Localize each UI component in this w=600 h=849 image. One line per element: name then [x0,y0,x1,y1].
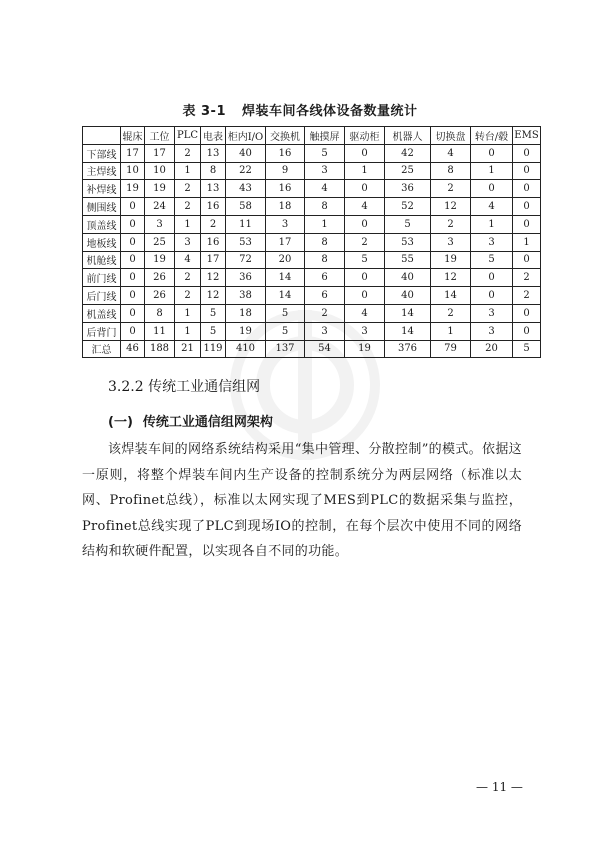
table-cell: 2 [201,215,226,233]
table-cell: 0 [345,215,385,233]
table-cell: 0 [513,322,541,340]
table-cell: 72 [226,251,266,269]
table-cell: 3 [305,322,345,340]
table-cell: 12 [201,287,226,305]
table-cell: 18 [226,304,266,322]
table-cell: 0 [471,287,513,305]
table-cell: 0 [121,198,145,216]
table-cell: 52 [385,198,431,216]
column-header: 机器人 [385,127,431,145]
table-cell: 6 [305,287,345,305]
table-cell: 2 [431,180,471,198]
table-cell: 12 [201,269,226,287]
table-cell: 0 [513,215,541,233]
table-cell: 17 [266,233,305,251]
column-header: 工位 [145,127,175,145]
table-cell: 19 [431,251,471,269]
table-cell: 0 [345,287,385,305]
table-cell: 1 [513,233,541,251]
table-cell: 21 [175,340,201,358]
table-cell: 376 [385,340,431,358]
table-row [83,269,541,287]
table-cell: 2 [513,269,541,287]
table-cell: 2 [175,198,201,216]
table-cell: 137 [266,340,305,358]
table-cell: 53 [385,233,431,251]
table-cell: 40 [226,144,266,162]
table-cell: 3 [345,322,385,340]
column-header: 柜内I/O [226,127,266,145]
table-cell: 0 [513,162,541,180]
table-cell: 0 [121,233,145,251]
subsection-heading [108,411,273,430]
table-cell: 1 [175,322,201,340]
table-cell: 0 [345,144,385,162]
table-cell: 25 [385,162,431,180]
table-cell: 4 [471,198,513,216]
table-cell: 3 [305,162,345,180]
table-cell: 5 [385,215,431,233]
table-title: 焊装车间各线体设备数量统计 [242,104,418,119]
table-cell: 0 [121,304,145,322]
table-cell: 3 [471,304,513,322]
table-cell: 1 [175,304,201,322]
table-cell: 1 [175,215,201,233]
table-cell: 4 [345,304,385,322]
table-cell: 4 [345,198,385,216]
table-cell: 6 [305,269,345,287]
table-cell: 8 [201,162,226,180]
table-cell: 0 [471,180,513,198]
table-row [83,215,541,233]
subsection-marker: (一) [108,415,133,430]
table-cell: 53 [226,233,266,251]
table-cell: 2 [175,180,201,198]
table-cell: 1 [471,162,513,180]
column-header: 转台/毂 [471,127,513,145]
table-cell: 55 [385,251,431,269]
table-cell: 3 [175,233,201,251]
table-cell: 18 [266,198,305,216]
table-cell: 0 [513,251,541,269]
table-cell: 25 [145,233,175,251]
table-cell: 17 [201,251,226,269]
table-cell: 16 [266,144,305,162]
table-cell: 19 [345,340,385,358]
row-label-cell: 后门线 [83,287,121,305]
table-row [83,287,541,305]
table-cell: 0 [513,304,541,322]
column-header: 切换盘 [431,127,471,145]
table-cell: 26 [145,287,175,305]
table-cell: 14 [385,322,431,340]
row-label-cell: 机舱线 [83,251,121,269]
table-row [83,340,541,358]
table-cell: 14 [431,287,471,305]
table-cell: 12 [431,269,471,287]
table-cell: 10 [145,162,175,180]
table-cell: 26 [145,269,175,287]
table-cell: 0 [121,322,145,340]
row-label-cell: 后背门 [83,322,121,340]
column-header: EMS [513,127,541,145]
table-cell: 0 [121,269,145,287]
table-cell: 0 [513,180,541,198]
table-cell: 0 [513,144,541,162]
table-cell: 13 [201,144,226,162]
table-row [83,251,541,269]
table-cell: 20 [471,340,513,358]
row-label-cell: 汇总 [83,340,121,358]
table-cell: 54 [305,340,345,358]
table-cell: 14 [266,287,305,305]
table-cell: 0 [121,287,145,305]
table-row [83,180,541,198]
table-header-row [83,127,541,145]
table-cell: 58 [226,198,266,216]
table-cell: 8 [305,198,345,216]
table-cell: 2 [305,304,345,322]
table-row [83,304,541,322]
section-heading: 3.2.2 传统工业通信组网 [108,379,261,395]
table-cell: 8 [305,251,345,269]
row-label-cell: 机盖线 [83,304,121,322]
table-cell: 3 [471,322,513,340]
table-cell: 3 [471,233,513,251]
table-cell: 0 [513,198,541,216]
row-label-cell: 顶盖线 [83,215,121,233]
table-cell: 410 [226,340,266,358]
body-paragraph: 该焊装车间的网络系统结构采用“集中管理、分散控制”的模式。依据这一原则，将整个焊装车间内生产设备的控制系统分为两层网络（标准以太网、Profinet总线），标准以太网实现了MES到PLC的数据采集与监控，Profinet总线实现了PLC到现场IO的控制，在每个层次中使用不同的网络结构和软硬件配置，以实现各自不同的功能。 [82,442,522,559]
table-row [83,198,541,216]
table-cell: 4 [175,251,201,269]
table-cell: 16 [201,233,226,251]
table-cell: 5 [471,251,513,269]
table-cell: 14 [266,269,305,287]
table-cell: 1 [345,162,385,180]
table-cell: 2 [431,215,471,233]
table-row [83,144,541,162]
row-label-cell: 前门线 [83,269,121,287]
table-cell: 43 [226,180,266,198]
table-cell: 3 [266,215,305,233]
table-cell: 119 [201,340,226,358]
table-cell: 4 [431,144,471,162]
table-cell: 19 [121,180,145,198]
table-cell: 19 [226,322,266,340]
subsection-title: 传统工业通信组网架构 [142,415,273,430]
row-label-cell: 主焊线 [83,162,121,180]
column-header: PLC [175,127,201,145]
table-cell: 1 [175,162,201,180]
table-cell: 11 [145,322,175,340]
column-header: 驱动柜 [345,127,385,145]
table-cell: 13 [201,180,226,198]
table-cell: 24 [145,198,175,216]
table-cell: 16 [266,180,305,198]
table-cell: 5 [201,304,226,322]
table-cell: 188 [145,340,175,358]
row-label-cell: 下部线 [83,144,121,162]
table-cell: 16 [201,198,226,216]
table-cell: 3 [431,233,471,251]
table-row [83,322,541,340]
table-cell: 8 [431,162,471,180]
table-row [83,233,541,251]
table-cell: 42 [385,144,431,162]
table-cell: 0 [345,180,385,198]
table-cell: 2 [175,144,201,162]
table-cell: 40 [385,269,431,287]
table-cell: 8 [145,304,175,322]
table-cell: 20 [266,251,305,269]
table-cell: 5 [513,340,541,358]
table-cell: 0 [471,269,513,287]
table-cell: 36 [226,269,266,287]
table-cell: 40 [385,287,431,305]
table-cell: 38 [226,287,266,305]
column-header: 电表 [201,127,226,145]
table-cell: 2 [175,287,201,305]
table-cell: 22 [226,162,266,180]
table-cell: 3 [145,215,175,233]
column-header: 交换机 [266,127,305,145]
column-header: 辊床 [121,127,145,145]
page-number: — 11 — [476,780,523,794]
table-caption [0,100,600,119]
table-number: 表 3-1 [182,104,226,119]
table-cell: 2 [345,233,385,251]
equipment-table [82,126,541,358]
row-label-cell: 侧围线 [83,198,121,216]
table-cell: 5 [201,322,226,340]
table-cell: 1 [305,215,345,233]
table-cell: 2 [431,304,471,322]
table-cell: 19 [145,251,175,269]
table-cell: 17 [121,144,145,162]
column-header [83,127,121,145]
table-cell: 1 [431,322,471,340]
table-cell: 17 [145,144,175,162]
table-cell: 1 [471,215,513,233]
table-cell: 8 [305,233,345,251]
table-cell: 79 [431,340,471,358]
table-row [83,162,541,180]
table-cell: 46 [121,340,145,358]
row-label-cell: 地板线 [83,233,121,251]
table-cell: 0 [121,215,145,233]
table-cell: 0 [121,251,145,269]
table-cell: 0 [471,144,513,162]
table-cell: 9 [266,162,305,180]
table-cell: 12 [431,198,471,216]
table-cell: 36 [385,180,431,198]
table-cell: 2 [513,287,541,305]
table-cell: 10 [121,162,145,180]
table-cell: 4 [305,180,345,198]
row-label-cell: 补焊线 [83,180,121,198]
table-cell: 0 [345,269,385,287]
column-header: 触摸屏 [305,127,345,145]
table-cell: 5 [345,251,385,269]
table-cell: 5 [266,322,305,340]
table-cell: 14 [385,304,431,322]
table-cell: 19 [145,180,175,198]
table-cell: 2 [175,269,201,287]
table-cell: 5 [305,144,345,162]
table-cell: 5 [266,304,305,322]
table-cell: 11 [226,215,266,233]
